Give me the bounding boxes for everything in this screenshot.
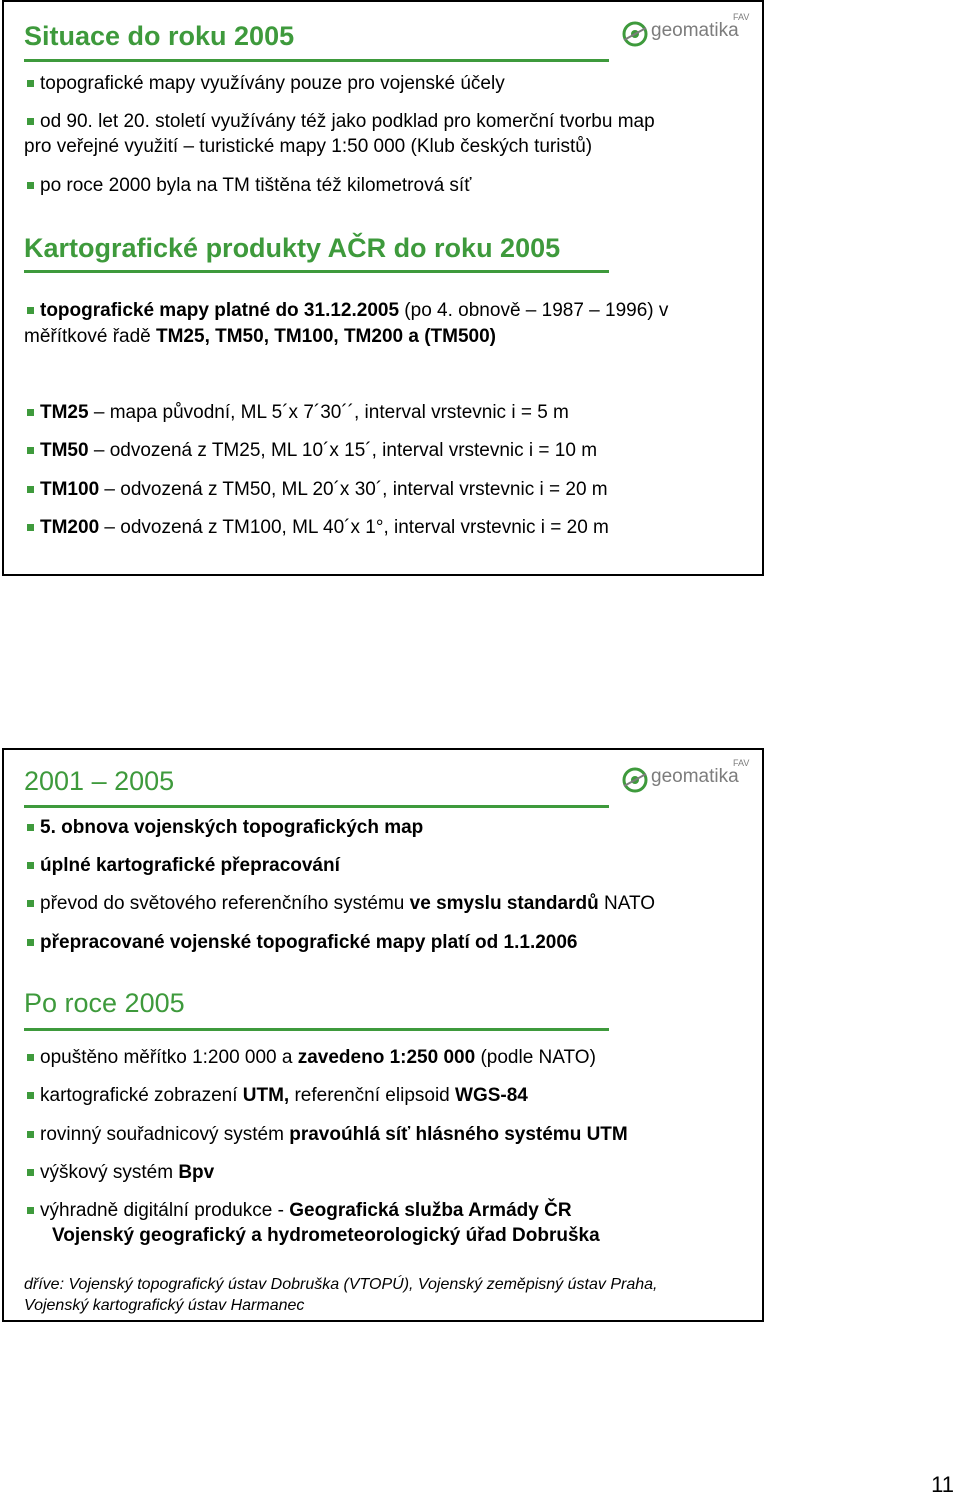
bullet-projection	[24, 1084, 528, 1108]
geomatika-logo-icon	[621, 766, 649, 794]
text-part-bold: UTM,	[242, 1085, 290, 1106]
title-underline	[24, 59, 609, 62]
digital-production-cont: Vojenský geografický a hydrometeorologický úřad Dobruška	[52, 1225, 600, 1246]
bullet-km-grid: po roce 2000 byla na TM tištěna též kilometrová síť	[24, 174, 471, 198]
footnote-line2: Vojenský kartografický ústav Harmanec	[24, 1297, 305, 1314]
bullet-commercial-use: od 90. let 20. století využívány též jako podklad pro komerční tvorbu map	[24, 110, 655, 134]
series-code: TM25	[40, 402, 89, 423]
geomatika-logo-icon	[621, 20, 649, 48]
series-item-tm50	[24, 439, 597, 463]
geomatika-logo	[621, 12, 756, 54]
bullet-valid-from-2006: přepracované vojenské topografické mapy platí od 1.1.2006	[24, 931, 578, 955]
title-underline	[24, 805, 609, 808]
text-part-bold: WGS-84	[455, 1085, 528, 1106]
logo-superscript: FAV	[733, 758, 750, 768]
bullet-valid-maps	[24, 299, 668, 323]
text-part: referenční elipsoid	[289, 1085, 456, 1106]
nato-tail: NATO	[598, 893, 655, 914]
section-underline	[24, 1028, 609, 1031]
bullet-full-rework: úplné kartografické přepracování	[24, 854, 340, 878]
footnote-previously	[24, 1275, 657, 1295]
bullet-digital-production	[24, 1199, 572, 1223]
bullet-coordinate-system	[24, 1123, 628, 1147]
text-part: opuštěno měřítko 1:200 000 a	[40, 1047, 298, 1068]
series-desc: – odvozená z TM100, ML 40´x 1°, interval vrstevnic i = 20 m	[99, 517, 609, 538]
bullet-commercial-use-cont: pro veřejné využití – turistické mapy 1:50 000 (Klub českých turistů)	[24, 136, 593, 157]
text-part: rovinný souřadnicový systém	[40, 1124, 290, 1145]
series-item-tm200	[24, 516, 609, 540]
logo-wordmark: geomatika	[651, 766, 739, 787]
geomatika-logo	[621, 758, 756, 800]
footnote-text: Vojenský topografický ústav Dobruška (VTOPÚ), Vojenský zeměpisný ústav Praha,	[64, 1276, 658, 1293]
bullet-5th-renewal: 5. obnova vojenských topografických map	[24, 816, 423, 840]
text-part: výhradně digitální produkce -	[40, 1200, 290, 1221]
bullet-scale-change	[24, 1046, 596, 1070]
nato-plain: převod do světového referenčního systému	[40, 893, 410, 914]
scale-series-plain: měřítkové řadě	[24, 326, 156, 347]
bullet-nato-reference	[24, 892, 655, 916]
text-part: výškový systém	[40, 1162, 179, 1183]
series-desc: – odvozená z TM25, ML 10´x 15´, interval vrstevnic i = 10 m	[88, 440, 598, 461]
text-part-bold: pravoúhlá síť hlásného systému UTM	[289, 1124, 628, 1145]
text-part-bold: Geografická služba Armády ČR	[289, 1200, 572, 1221]
page-number: 11	[931, 1472, 954, 1497]
series-item-tm100	[24, 478, 608, 502]
text-part-bold: zavedeno 1:250 000	[297, 1047, 476, 1068]
slide-title: 2001 – 2005	[24, 766, 175, 796]
slide-situation-before-2005	[2, 0, 764, 576]
logo-wordmark: geomatika	[651, 20, 739, 41]
section-title-after-2005: Po roce 2005	[24, 988, 185, 1018]
series-code: TM200	[40, 517, 100, 538]
nato-bold: ve smyslu standardů	[409, 893, 599, 914]
section-title-products: Kartografické produkty AČR do roku 2005	[24, 233, 561, 263]
scale-series-bold: TM25, TM50, TM100, TM200 a (TM500)	[156, 326, 496, 347]
slide-2001-2005	[2, 748, 764, 1322]
series-desc: – mapa původní, ML 5´x 7´30´´, interval vrstevnic i = 5 m	[88, 402, 569, 423]
text-part: kartografické zobrazení	[40, 1085, 243, 1106]
section-underline	[24, 270, 609, 273]
series-code: TM100	[40, 479, 100, 500]
valid-maps-rest: (po 4. obnově – 1987 – 1996) v	[399, 300, 669, 321]
series-desc: – odvozená z TM50, ML 20´x 30´, interval vrstevnic i = 20 m	[99, 479, 608, 500]
footnote-label: dříve:	[24, 1276, 65, 1293]
bullet-height-system	[24, 1161, 214, 1185]
bullet-military-use: topografické mapy využívány pouze pro vojenské účely	[24, 72, 505, 96]
logo-superscript: FAV	[733, 12, 750, 22]
series-item-tm25	[24, 401, 569, 425]
series-code: TM50	[40, 440, 89, 461]
valid-maps-bold: topografické mapy platné do 31.12.2005	[40, 300, 400, 321]
text-part-bold: Bpv	[178, 1162, 215, 1183]
scale-series-line	[24, 325, 496, 349]
text-part: (podle NATO)	[475, 1047, 596, 1068]
slide-title: Situace do roku 2005	[24, 21, 295, 51]
